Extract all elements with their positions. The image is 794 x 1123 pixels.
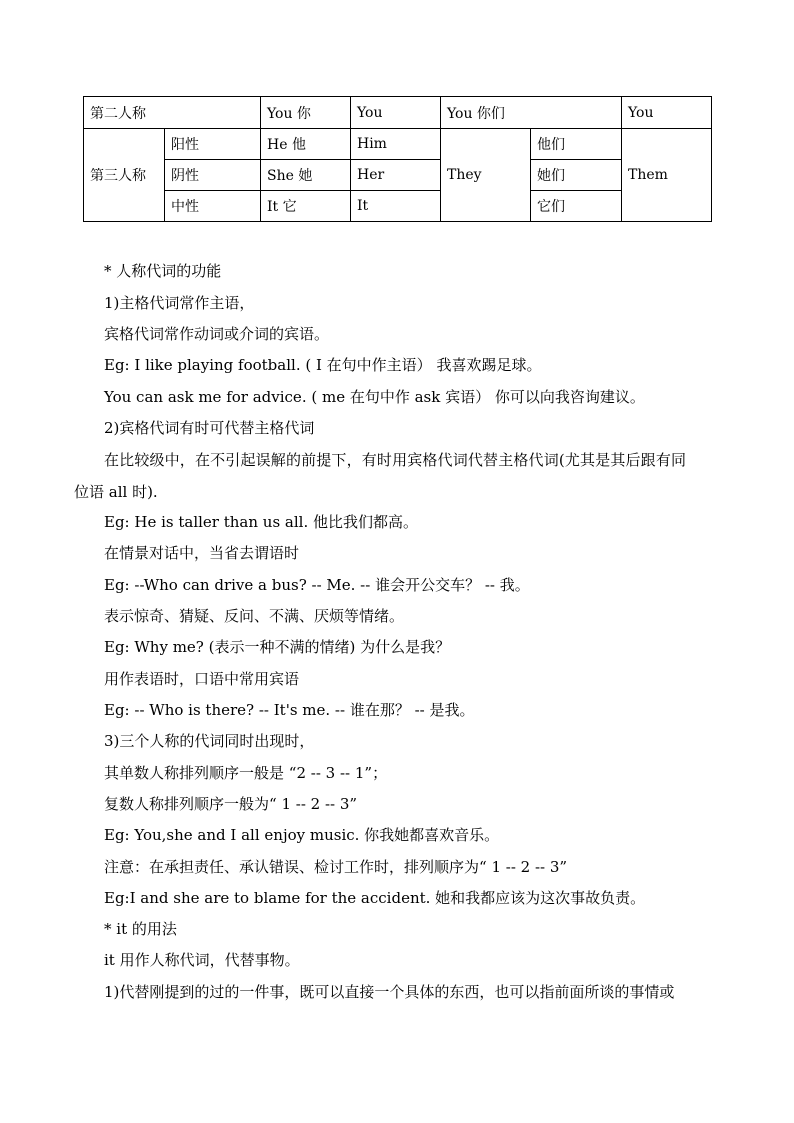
- table-cell: It 它: [261, 191, 351, 222]
- table-cell: 中性: [165, 191, 261, 222]
- example-line: You can ask me for advice. ( me 在句中作 ask 宾语） 你可以向我咨询建议。: [104, 388, 645, 406]
- table-row: [84, 129, 712, 160]
- text-line: 其单数人称排列顺序一般是 “2 -- 3 -- 1”；: [104, 764, 388, 782]
- table-cell: You 你们: [441, 97, 622, 129]
- text-line: it 用作人称代词，代替事物。: [104, 951, 300, 969]
- section-heading: * it 的用法: [104, 920, 177, 938]
- table-row: [84, 191, 712, 222]
- text-line: 宾格代词常作动词或介词的宾语。: [104, 325, 330, 343]
- table-row: [84, 160, 712, 191]
- example-line: Eg:I and she are to blame for the accident. 她和我都应该为这次事故负责。: [104, 889, 646, 907]
- text-line: 2)宾格代词有时可代替主格代词: [104, 419, 315, 437]
- table-cell: 第三人称: [84, 129, 165, 222]
- table-cell: Them: [622, 129, 712, 222]
- table-cell: You: [351, 97, 441, 129]
- example-line: Eg: He is taller than us all. 他比我们都高。: [104, 513, 419, 531]
- text-line: 复数人称排列顺序一般为“ 1 -- 2 -- 3”: [104, 795, 358, 813]
- pronoun-table: [83, 96, 712, 222]
- example-line: Eg: You,she and I all enjoy music. 你我她都喜欢音乐。: [104, 826, 500, 844]
- example-line: Eg: -- Who is there? -- It's me. -- 谁在那？ -- 是我。: [104, 701, 475, 719]
- example-line: Eg: Why me? (表示一种不满的情绪) 为什么是我？: [104, 638, 451, 656]
- paragraph: 在比较级中，在不引起误解的前提下，有时用宾格代词代替主格代词(尤其是其后跟有同位语 all 时).: [74, 451, 686, 501]
- table-cell: They: [441, 129, 531, 222]
- text-line: 用作表语时，口语中常用宾语: [104, 670, 300, 688]
- text-line: 1)代替刚提到的过的一件事，既可以直接一个具体的东西，也可以指前面所谈的事情或: [104, 983, 675, 1001]
- table-row: [84, 97, 712, 129]
- table-cell: 她们: [531, 160, 622, 191]
- table-cell: You: [622, 97, 712, 129]
- table-cell: She 她: [261, 160, 351, 191]
- table-cell: You 你: [261, 97, 351, 129]
- table-cell: 它们: [531, 191, 622, 222]
- table-cell: 第二人称: [84, 97, 261, 129]
- note-line: 注意：在承担责任、承认错误、检讨工作时，排列顺序为“ 1 -- 2 -- 3”: [104, 858, 568, 876]
- table-cell: He 他: [261, 129, 351, 160]
- section-heading: * 人称代词的功能: [104, 262, 222, 280]
- table-cell: It: [351, 191, 441, 222]
- text-line: 3)三个人称的代词同时出现时，: [104, 732, 315, 750]
- text-line: 表示惊奇、猜疑、反问、不满、厌烦等情绪。: [104, 607, 405, 625]
- table-cell: 阳性: [165, 129, 261, 160]
- table-cell: 阴性: [165, 160, 261, 191]
- text-line: 1)主格代词常作主语，: [104, 294, 255, 312]
- example-line: Eg: I like playing football. ( I 在句中作主语） 我喜欢踢足球。: [104, 356, 542, 374]
- table-cell: 他们: [531, 129, 622, 160]
- table-cell: Him: [351, 129, 441, 160]
- example-line: Eg: --Who can drive a bus? -- Me. -- 谁会开公交车？ -- 我。: [104, 576, 530, 594]
- table-cell: Her: [351, 160, 441, 191]
- text-line: 在情景对话中，当省去谓语时: [104, 544, 300, 562]
